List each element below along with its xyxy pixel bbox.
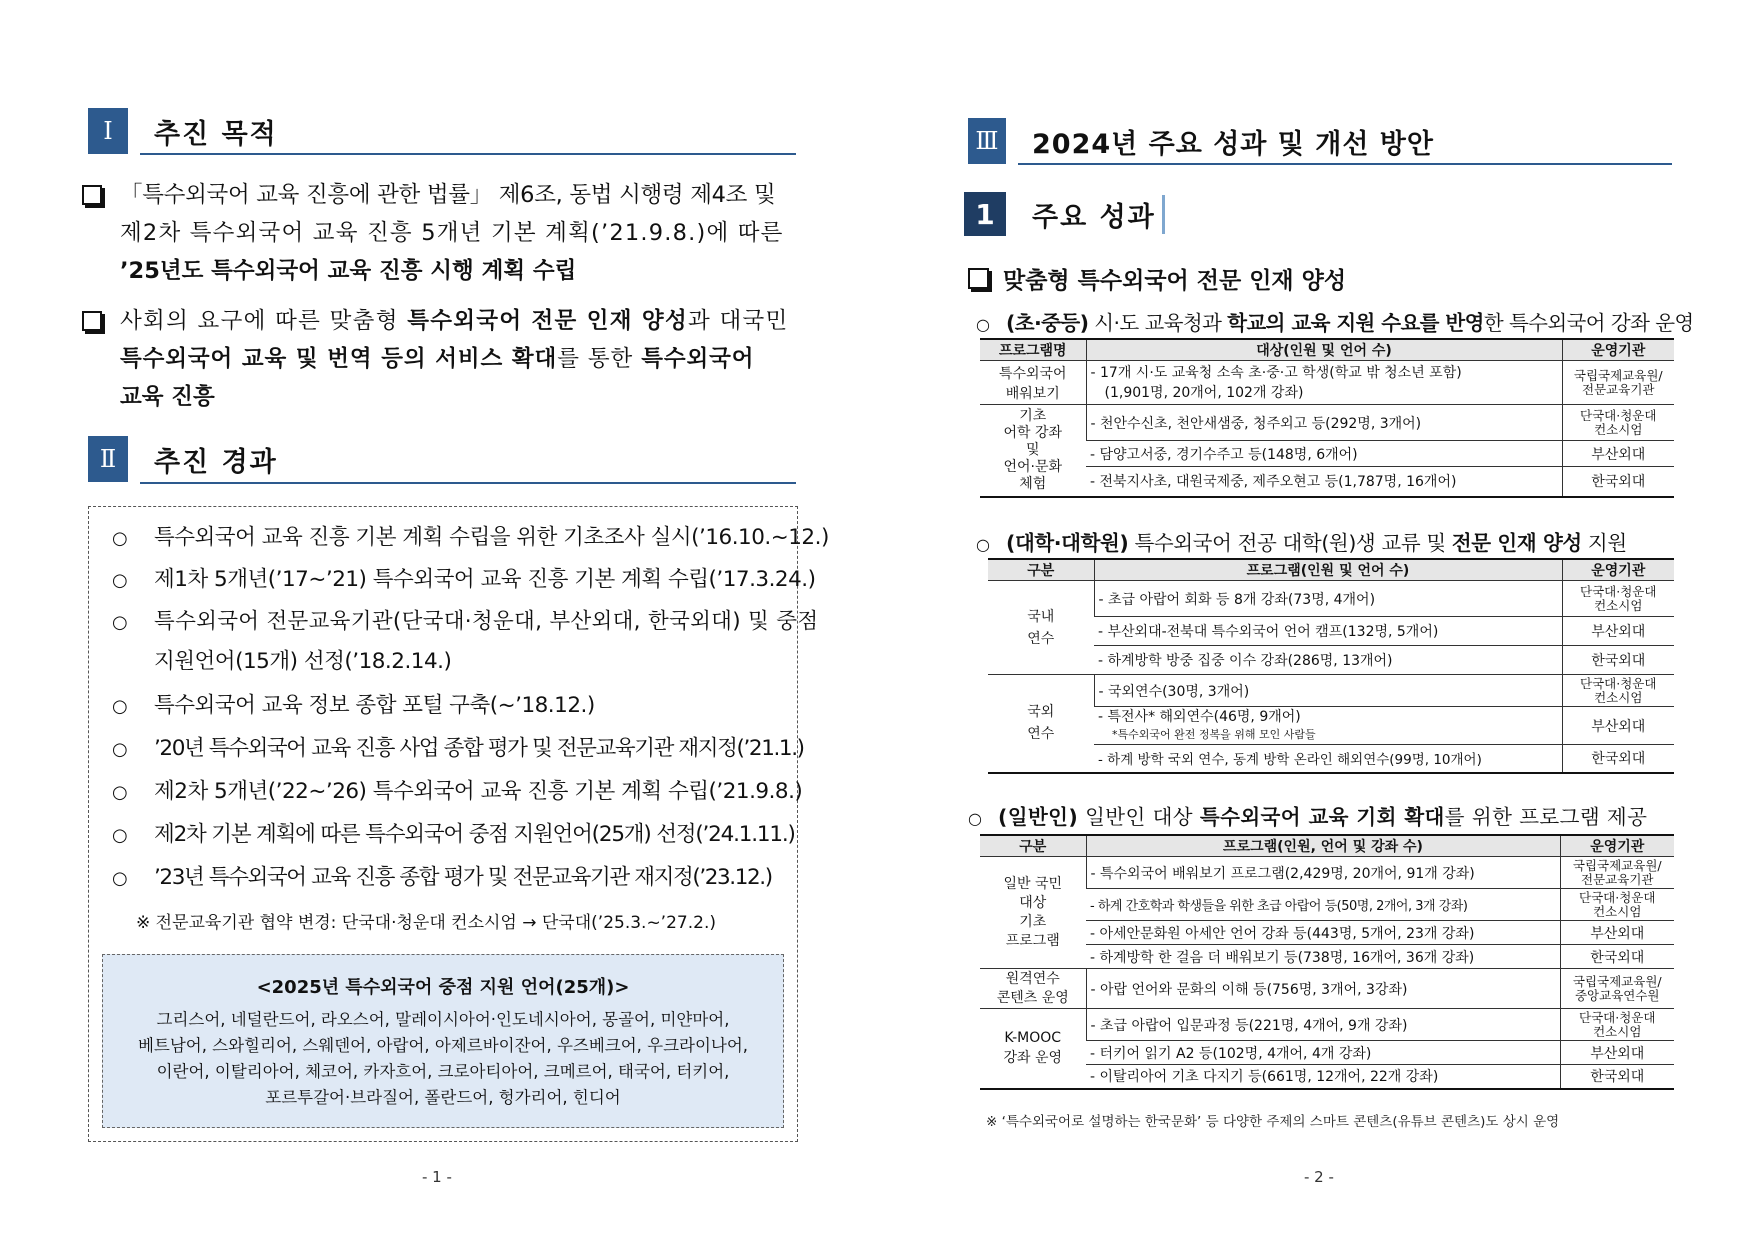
emphasis-text: ’25년도 특수외국어 교육 진흥 시행 계획 수립	[120, 258, 577, 284]
languages-line: 그리스어, 네덜란드어, 라오스어, 말레이시아어·인도네시아어, 몽골어, 미얀마어,	[156, 1010, 730, 1029]
table-row: - 이탈리아어 기초 다지기 등(661명, 12개어, 22개 강좌) 한국외대	[980, 1065, 1674, 1089]
subsection-title: 주요 성과	[1032, 195, 1165, 234]
section-number: Ⅱ	[88, 436, 128, 482]
subsection-1-header	[964, 192, 1165, 236]
subsection-number: 1	[964, 192, 1006, 236]
purpose-paragraph-1	[120, 176, 784, 290]
page-number: - 2 -	[1304, 1168, 1334, 1186]
table-row: - 특전사* 해외연수(46명, 9개어) *특수외국어 완전 정복을 위해 모인 사람들 부산외대	[988, 707, 1674, 745]
footnote: ※ ‘특수외국어로 설명하는 한국문화’ 등 다양한 주제의 스마트 콘텐츠(유튜브 콘텐츠)도 상시 운영	[986, 1114, 1560, 1130]
section-1-header	[88, 108, 278, 154]
checkbox-bullet-icon	[82, 311, 102, 331]
page-2	[876, 0, 1753, 1240]
table-row: - 담양고서중, 경기수주고 등(148명, 6개어) 부산외대	[980, 441, 1674, 467]
table-row: 기초 어학 강좌 및 언어·문화 체험 - 천안수신초, 천안새샘중, 청주외고 등(292명, 3개어) 단국대·청운대 컨소시엄	[980, 405, 1674, 441]
table-row: - 아세안문화원 아세안 언어 강좌 등(443명, 5개어, 23개 강좌) 부산외대	[980, 921, 1674, 945]
k12-program-table: 프로그램명 대상(인원 및 언어 수) 운영기관 특수외국어 배워보기 - 17개 시·도 교육청 소속 초·중·고 학생(학교 밖 청소년 포함) (1,901명, 20개어, 102개 강좌) 국립국제교육원/ 전문교육기관 기초 어학 강좌 및 언어·문화 체험 - 천안수신초, 천안새샘중, 청주외고 등(292명, 3개어) 단국대·청운대 컨소시엄 - 담양고서중, 경기수주고 등(148명, 6개어) 부산외대 - 전북지사초, 대원국제중, 제주오현고 등(1,787명, 16개어) 한국외대	[980, 338, 1674, 498]
history-item: ○ 제2차 기본 계획에 따른 특수외국어 중점 지원언어(25개) 선정(’24.1.11.)	[112, 822, 795, 847]
section-underline	[140, 482, 796, 484]
history-item-continued: 지원언어(15개) 선정(’18.2.14.)	[154, 649, 452, 674]
text-line: 사회의 요구에 따른 맞춤형 특수외국어 전문 인재 양성과 대국민	[120, 308, 789, 334]
page-1	[0, 0, 876, 1240]
category-line-public: ○ (일반인) 일반인 대상 특수외국어 교육 기회 확대를 위한 프로그램 제공	[968, 805, 1648, 829]
section-2-header	[88, 436, 278, 482]
priority-languages-box	[102, 954, 784, 1128]
section-3-header	[968, 118, 1434, 164]
table-row: - 하계 간호학과 학생들을 위한 초급 아랍어 등(50명, 2개어, 3개 강좌) 단국대·청운대 컨소시엄	[980, 889, 1674, 921]
section-number: Ⅲ	[968, 118, 1006, 164]
languages-line: 이란어, 이탈리아어, 체코어, 카자흐어, 크로아티아어, 크메르어, 태국어, 터키어,	[156, 1062, 730, 1081]
languages-line: 포르투갈어·브라질어, 폴란드어, 헝가리어, 힌디어	[265, 1088, 621, 1107]
section-title: 추진 경과	[154, 446, 278, 478]
languages-title: <2025년 특수외국어 중점 지원 언어(25개)>	[256, 977, 630, 998]
topic-heading: 맞춤형 특수외국어 전문 인재 양성	[968, 262, 1346, 295]
section-title: 추진 목적	[154, 118, 278, 150]
history-item: ○ 특수외국어 전문교육기관(단국대·청운대, 부산외대, 한국외대) 및 중점	[112, 609, 819, 634]
history-item: ○ 제2차 5개년(’22~’26) 특수외국어 교육 진흥 기본 계획 수립(’21.9.8.)	[112, 779, 803, 804]
table-row: - 하계방학 방중 집중 이수 강좌(286명, 13개어) 한국외대	[988, 646, 1674, 675]
checkbox-bullet-icon	[968, 268, 989, 289]
section-underline	[1018, 163, 1672, 165]
languages-line: 베트남어, 스와힐리어, 스웨덴어, 아랍어, 아제르바이잔어, 우즈베크어, 우크라이나어,	[137, 1036, 749, 1055]
agreement-note: ※ 전문교육기관 협약 변경: 단국대·청운대 컨소시엄 → 단국대(’25.3.~’27.2.)	[136, 913, 716, 933]
table-row: 원격연수 콘텐츠 운영 - 아랍 언어와 문화의 이해 등(756명, 3개어, 3강좌) 국립국제교육원/ 중앙교육연수원	[980, 969, 1674, 1009]
table-row: 일반 국민 대상 기초 프로그램 - 특수외국어 배워보기 프로그램(2,429명, 20개어, 91개 강좌) 국립국제교육원/ 전문교육기관	[980, 857, 1674, 889]
text-line	[120, 252, 784, 290]
table-row: - 하계방학 한 걸음 더 배워보기 등(738명, 16개어, 36개 강좌) 한국외대	[980, 945, 1674, 969]
public-program-table: 구분 프로그램(인원, 언어 및 강좌 수) 운영기관 일반 국민 대상 기초 프로그램 - 특수외국어 배워보기 프로그램(2,429명, 20개어, 91개 강좌) 국립국제교육원/ 전문교육기관 - 하계 간호학과 학생들을 위한 초급 아랍어 등(50명, 2개어, 3개 강좌) 단국대·청운대 컨소시엄 - 아세안문화원 아세안 언어 강좌 등(443명, 5개어, 23개 강좌) 부산외대 - 하계방학 한 걸음 더 배워보기 등(738명, 16개어, 36개 강좌) 한국외대 원격연수 콘텐츠 운영 - 아랍 언어와 문화의 이해 등(756명, 3개어, 3강좌) 국립국제교육원/ 중앙교육연수원 K-MOOC 강좌 운영 - 초급 아랍어 입문과정 등(221명, 4개어, 9개 강좌) 단국대·청운대 컨소시엄 - 터키어 읽기 A2 등(102명, 4개어, 4개 강좌) 부산외대 - 이탈리아어 기초 다지기 등(661명, 12개어, 22개 강좌) 한국외대	[980, 834, 1674, 1090]
table-row: 국외 연수 - 국외연수(30명, 3개어) 단국대·청운대 컨소시엄	[988, 675, 1674, 707]
table-row: 국내 연수 - 초급 아랍어 회화 등 8개 강좌(73명, 4개어) 단국대·청운대 컨소시엄	[988, 581, 1674, 617]
history-item: ○ 제1차 5개년(’17~’21) 특수외국어 교육 진흥 기본 계획 수립(’17.3.24.)	[112, 567, 816, 592]
table-row: - 전북지사초, 대원국제중, 제주오현고 등(1,787명, 16개어) 한국외대	[980, 467, 1674, 497]
section-title: 2024년 주요 성과 및 개선 방안	[1032, 128, 1434, 160]
checkbox-bullet-icon	[82, 185, 102, 205]
category-line-university: ○ (대학·대학원) 특수외국어 전공 대학(원)생 교류 및 전문 인재 양성 지원	[976, 531, 1627, 555]
text-line: 교육 진흥	[120, 384, 215, 410]
page-number: - 1 -	[422, 1168, 452, 1186]
history-item: ○ 특수외국어 교육 정보 종합 포털 구축(~’18.12.)	[112, 693, 595, 718]
section-underline	[140, 153, 796, 155]
text-line: 「특수외국어 교육 진흥에 관한 법률」 제6조, 동법 시행령 제4조 및	[120, 182, 776, 208]
table-row: K-MOOC 강좌 운영 - 초급 아랍어 입문과정 등(221명, 4개어, 9개 강좌) 단국대·청운대 컨소시엄	[980, 1009, 1674, 1041]
text-line: 특수외국어 교육 및 번역 등의 서비스 확대를 통한 특수외국어	[120, 346, 755, 372]
table-row: - 부산외대-전북대 특수외국어 언어 캠프(132명, 5개어) 부산외대	[988, 617, 1674, 646]
history-item: ○ ’23년 특수외국어 교육 진흥 종합 평가 및 전문교육기관 재지정(’23.12.)	[112, 865, 772, 890]
table-row: 특수외국어 배워보기 - 17개 시·도 교육청 소속 초·중·고 학생(학교 밖 청소년 포함) (1,901명, 20개어, 102개 강좌) 국립국제교육원/ 전문교육기관	[980, 361, 1674, 405]
category-line-k12: ○ (초·중등) 시·도 교육청과 학교의 교육 지원 수요를 반영한 특수외국어 강좌 운영	[976, 311, 1694, 335]
table-row: - 터키어 읽기 A2 등(102명, 4개어, 4개 강좌) 부산외대	[980, 1041, 1674, 1065]
purpose-paragraph-2	[120, 302, 789, 416]
table-row: - 하계 방학 국외 연수, 동계 방학 온라인 해외연수(99명, 10개어) 한국외대	[988, 745, 1674, 773]
section-number: Ⅰ	[88, 108, 128, 154]
university-program-table: 구분 프로그램(인원 및 언어 수) 운영기관 국내 연수 - 초급 아랍어 회화 등 8개 강좌(73명, 4개어) 단국대·청운대 컨소시엄 - 부산외대-전북대 특수외국어 언어 캠프(132명, 5개어) 부산외대 - 하계방학 방중 집중 이수 강좌(286명, 13개어) 한국외대 국외 연수 - 국외연수(30명, 3개어) 단국대·청운대 컨소시엄 - 특전사* 해외연수(46명, 9개어) *특수외국어 완전 정복을 위해 모인 사람들 부산외대 - 하계 방학 국외 연수, 동계 방학 온라인 해외연수(99명, 10개어) 한국외대	[988, 558, 1674, 774]
history-item: ○ ’20년 특수외국어 교육 진흥 사업 종합 평가 및 전문교육기관 재지정(’21.1.)	[112, 736, 804, 761]
history-item: ○ 특수외국어 교육 진흥 기본 계획 수립을 위한 기초조사 실시(’16.10.~12.)	[112, 525, 829, 550]
text-line: 제2차 특수외국어 교육 진흥 5개년 기본 계획(’21.9.8.)에 따른	[120, 220, 784, 246]
